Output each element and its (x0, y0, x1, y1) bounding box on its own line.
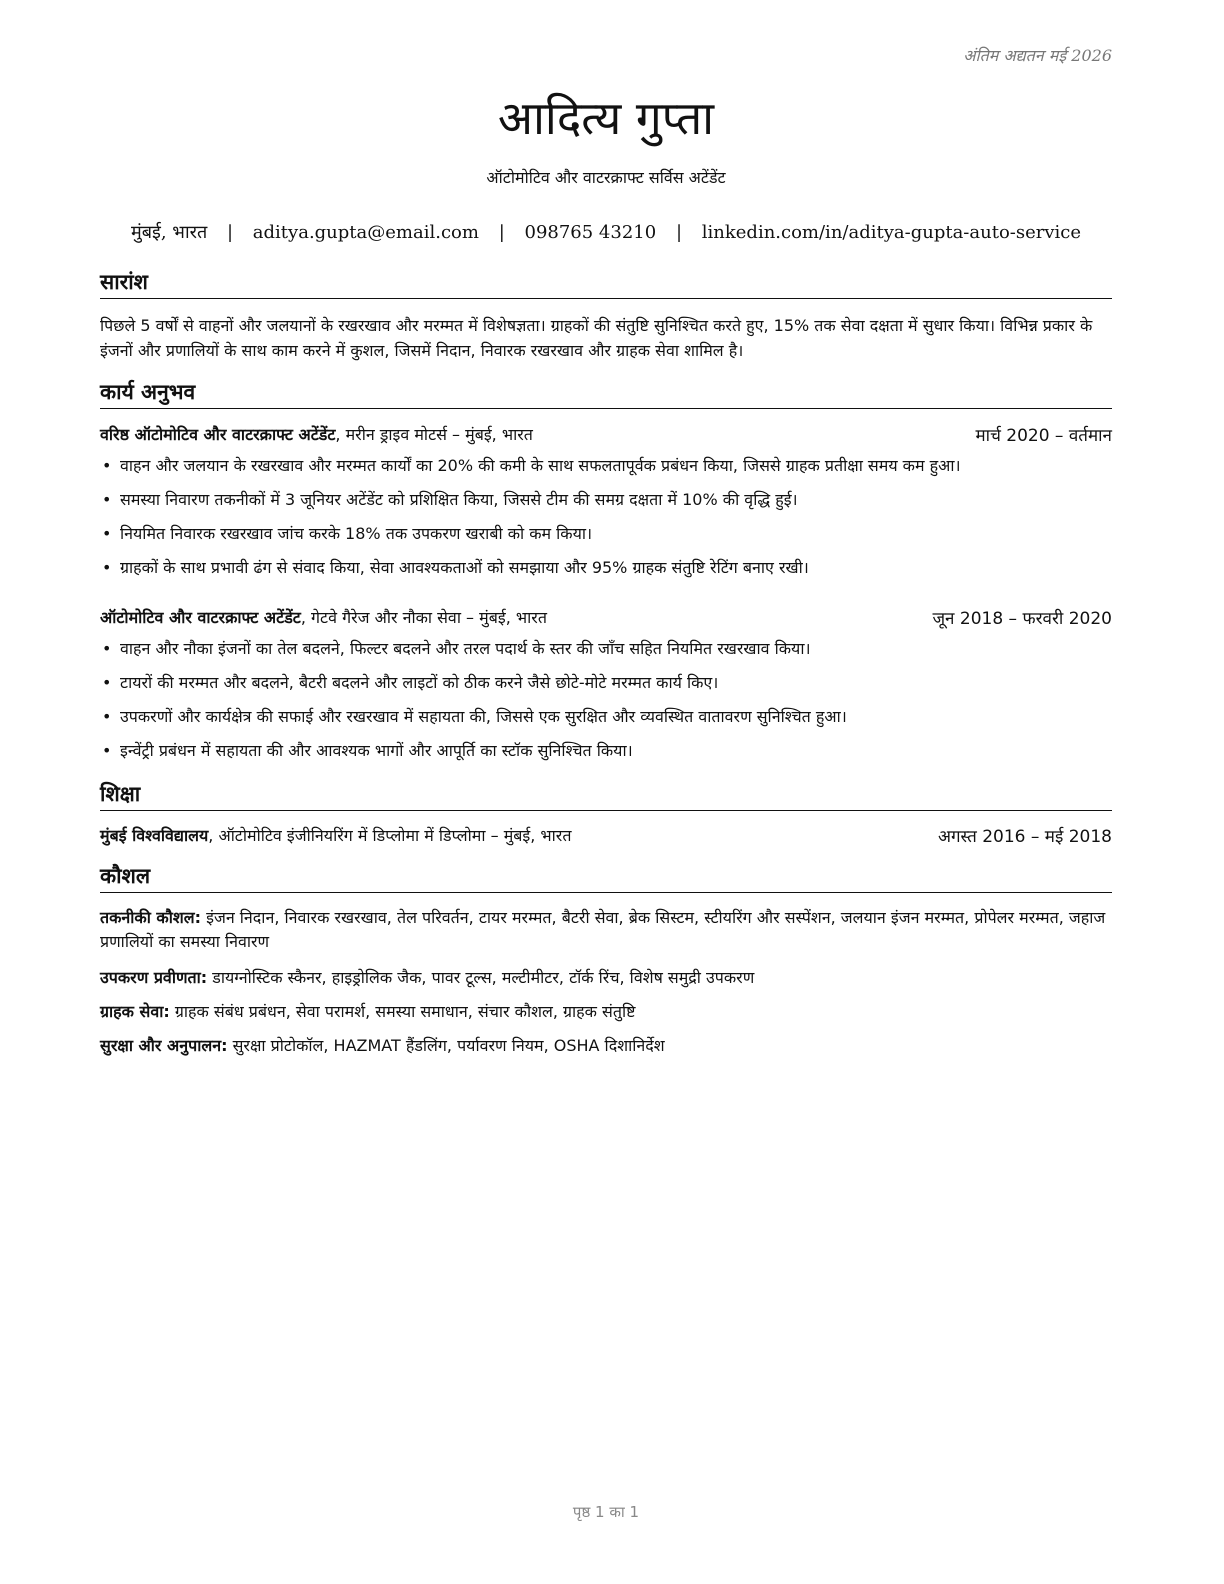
section-heading-education: शिक्षा (100, 780, 1112, 811)
job-dates: मार्च 2020 – वर्तमान (975, 426, 1112, 446)
list-item: • इन्वेंट्री प्रबंधन में सहायता की और आवश्यक भागों और आपूर्ति का स्टॉक सुनिश्चित किया। (100, 739, 1112, 773)
contact-phone[interactable]: 098765 43210 (524, 222, 657, 243)
section-heading-summary: सारांश (100, 268, 1112, 299)
contact-line (100, 220, 1112, 244)
contact-location: मुंबई, भारत (130, 222, 208, 243)
education-dates: अगस्त 2016 – मई 2018 (937, 827, 1112, 847)
list-item: • वाहन और जलयान के रखरखाव और मरम्मत कार्यों का 20% की कमी के साथ सफलतापूर्वक प्रबंधन किया, जिससे ग्राहक प्रतीक्षा समय कम हुआ। (100, 454, 1112, 488)
job-dates: जून 2018 – फरवरी 2020 (932, 609, 1112, 629)
bullet-icon: • (102, 524, 112, 543)
bullet-icon: • (102, 490, 112, 509)
skill-group-label: तकनीकी कौशल: (100, 908, 201, 927)
list-item: • ग्राहकों के साथ प्रभावी ढंग से संवाद किया, सेवा आवश्यकताओं को समझाया और 95% ग्राहक संतुष्टि रेटिंग बनाए रखी। (100, 556, 1112, 590)
section-heading-experience: कार्य अनुभव (100, 378, 1112, 409)
summary-text: पिछले 5 वर्षों से वाहनों और जलयानों के रखरखाव और मरम्मत में विशेषज्ञता। ग्राहकों की संतुष्टि सुनिश्चित करते हुए, 15% तक सेवा दक्षता में सुधार किया। विभिन्न प्रकार के इंजनों और प्रणालियों के साथ काम करने में कुशल, जिसमें निदान, निवारक रखरखाव और ग्राहक सेवा शामिल है। (100, 316, 1093, 360)
skill-group-label: उपकरण प्रवीणता: (100, 968, 208, 987)
bullet-icon: • (102, 558, 112, 577)
section-heading-skills: कौशल (100, 862, 1112, 893)
contact-linkedin[interactable]: linkedin.com/in/aditya-gupta-auto-service (701, 222, 1082, 243)
skill-group-label: सुरक्षा और अनुपालन: (100, 1036, 228, 1055)
last-updated: अंतिम अद्यतन मई 2026 (963, 46, 1112, 65)
education-entry (100, 824, 1112, 848)
bullet-icon: • (102, 456, 112, 475)
skill-group-label: ग्राहक सेवा: (100, 1002, 170, 1021)
bullet-icon: • (102, 673, 112, 692)
skill-group (100, 966, 1112, 990)
contact-separator: | (675, 222, 683, 243)
page-number: पृष्ठ 1 का 1 (572, 1503, 640, 1521)
bullet-icon: • (102, 639, 112, 658)
list-item: • वाहन और नौका इंजनों का तेल बदलने, फिल्टर बदलने और तरल पदार्थ के स्तर की जाँच सहित नियमित रखरखाव किया। (100, 637, 1112, 671)
list-item: • समस्या निवारण तकनीकों में 3 जूनियर अटेंडेंट को प्रशिक्षित किया, जिससे टीम की समग्र दक्षता में 10% की वृद्धि हुई। (100, 488, 1112, 522)
skill-group-text: डायग्नोस्टिक स्कैनर, हाइड्रोलिक जैक, पावर टूल्स, मल्टीमीटर, टॉर्क रिंच, विशेष समुद्री उपकरण (207, 968, 755, 987)
job-bullets (100, 454, 1112, 590)
candidate-name: आदित्य गुप्ता (497, 91, 715, 145)
skill-group (100, 906, 1112, 954)
list-item: • नियमित निवारक रखरखाव जांच करके 18% तक उपकरण खराबी को कम किया। (100, 522, 1112, 556)
skill-group (100, 1000, 1112, 1024)
contact-email[interactable]: aditya.gupta@email.com (252, 222, 479, 243)
job-title: ऑटोमोटिव और वाटरक्राफ्ट सर्विस अटेंडेंट (486, 168, 726, 187)
job-entry-header (100, 606, 1112, 630)
job-entry-header (100, 423, 1112, 447)
list-item: • टायरों की मरम्मत और बदलने, बैटरी बदलने और लाइटों को ठीक करने जैसे छोटे-मोटे मरम्मत कार्य किए। (100, 671, 1112, 705)
job-company: , मरीन ड्राइव मोटर्स – मुंबई, भारत (335, 425, 533, 444)
skill-group-text: ग्राहक संबंध प्रबंधन, सेवा परामर्श, समस्या समाधान, संचार कौशल, ग्राहक संतुष्टि (169, 1002, 636, 1021)
job-role: वरिष्ठ ऑटोमोटिव और वाटरक्राफ्ट अटेंडेंट (100, 425, 336, 444)
bullet-icon: • (102, 707, 112, 726)
list-item: • उपकरणों और कार्यक्षेत्र की सफाई और रखरखाव में सहायता की, जिससे एक सुरक्षित और व्यवस्थित वातावरण सुनिश्चित हुआ। (100, 705, 1112, 739)
job-company: , गेटवे गैरेज और नौका सेवा – मुंबई, भारत (300, 608, 547, 627)
job-bullets (100, 637, 1112, 773)
job-role: ऑटोमोटिव और वाटरक्राफ्ट अटेंडेंट (100, 608, 301, 627)
skill-group-text: सुरक्षा प्रोटोकॉल, HAZMAT हैंडलिंग, पर्यावरण नियम, OSHA दिशानिर्देश (227, 1036, 665, 1055)
education-detail: , ऑटोमोटिव इंजीनियरिंग में डिप्लोमा में डिप्लोमा – मुंबई, भारत (208, 826, 572, 845)
contact-separator: | (498, 222, 505, 243)
education-institution: मुंबई विश्वविद्यालय (100, 826, 209, 845)
skill-group (100, 1034, 1112, 1058)
contact-separator: | (226, 222, 234, 243)
skill-group-text: इंजन निदान, निवारक रखरखाव, तेल परिवर्तन, टायर मरम्मत, बैटरी सेवा, ब्रेक सिस्टम, स्टीयरिंग और सस्पेंशन, जलयान इंजन मरम्मत, प्रोपेलर मरम्मत, जहाज प्रणालियों का समस्या निवारण (100, 908, 1106, 951)
resume-page (100, 0, 1112, 1584)
bullet-icon: • (102, 741, 112, 760)
